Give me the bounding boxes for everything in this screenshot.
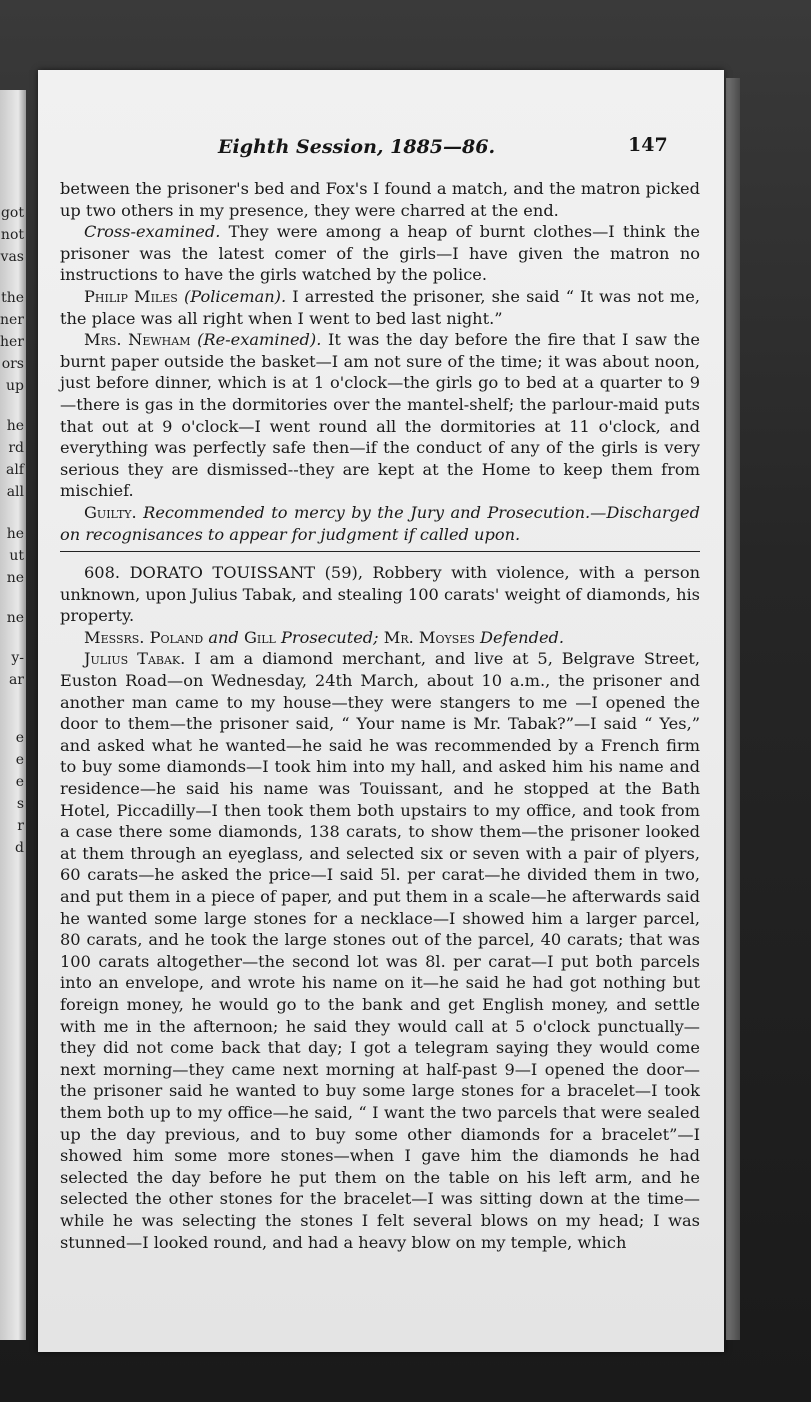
facing-page-fragment: e: [15, 752, 24, 768]
facing-page-fragment: he: [6, 526, 24, 542]
facing-page-fragment: y-: [11, 650, 24, 666]
role-re-examined: (Re-examined).: [197, 330, 322, 350]
facing-page-fragment: her: [0, 334, 24, 350]
facing-page-fragment: ar: [8, 672, 24, 688]
julius-tabak-text: I am a diamond merchant, and live at 5, Belgrave Street, Euston Road—on Wednesday, 24th March, about 10 a.m., the prisoner and another man came to my house—they were stangers to me —I opened the door to them—the prisoner said, “ Your name is Mr. Tabak?”—I said “ Yes,” and asked what he wanted—he said he was recommended by a French firm to buy some diamonds—I took him into my hall, and asked him his name and residence—he said his name was Touissant, and he stopped at the Bath Hotel, Piccadilly—I then took them both upstairs to my office, and took from a case there some diamonds, 138 carats, to show them—the prisoner looked at them through an eyeglass, and selected six or seven with a pair of plyers, 60 carats—he asked the price—I said 5l. per carat—he divided them in two, and put them in a piece of paper, and put them in a scale—he afterwards said he wanted some large stones for a necklace—I showed him a larger parcel, 80 carats, and he took the large stones out of the parcel, 40 carats; that was 100 carats altogether—the second lot was 8l. per carat—I put both parcels into an envelope, and wrote his name on it—he said he had got nothing but foreign money, he would go to the bank and get English money, and settle with me in the afternoon; he said they would call at 5 o'clock punctually—they did not come back that day; I got a telegram saying they would come next morning—they came next morning at half-past 9—I opened the door—the prisoner said he wanted to buy some large stones for a bracelet—I took them both up to my office—he said, “ I want the two parcels that were sealed up the day previous, and to buy some other diamonds for a bracelet”—I showed him some more stones—when I gave him the diamonds he had selected the day before he put them on the table on his left arm, and he selected the other stones for the bracelet—I was sitting down at the time—while he was selecting the stones I felt several blows on my head; I was stunned—I looked round, and had a heavy blow on my temple, which: [60, 649, 700, 1252]
facing-page-fragment: s: [16, 796, 24, 812]
facing-page-fragment: all: [6, 484, 24, 500]
paragraph-philip-miles: [60, 286, 700, 329]
facing-page-fragment: up: [6, 378, 24, 394]
body-text: [60, 178, 700, 1253]
role-policeman: (Policeman).: [183, 286, 287, 306]
cross-examined-label: Cross-examined.: [84, 222, 221, 242]
case-heading: 608. DORATO TOUISSANT: [84, 563, 316, 583]
mrs-newham-text: It was the day before the fire that I saw the burnt paper outside the basket—I am not sure of the time; it was about noon, just before dinner, which is at 1 o'clock—the girls go to bed at a quarter to 9—there is gas in the dormitories over the mantel-shelf; the parlour-maid puts that out at 9 o'clock—I went round all the dormitories at 11 o'clock, and everything was perfectly safe then—if the conduct of any of the girls is very serious they are dismissed--they are kept at the Home to keep them from mischief.: [60, 330, 700, 501]
page-number: 147: [628, 134, 668, 156]
page-header: [38, 136, 724, 166]
case-description: (59), Robbery with violence, with a person unknown, upon Julius Tabak, and stealing 100 carats' weight of diamonds, his property.: [60, 563, 701, 626]
facing-page-fragment: ut: [9, 548, 24, 564]
paragraph-verdict: [60, 502, 700, 545]
facing-page-fragment: the: [1, 290, 24, 306]
section-divider: [60, 551, 700, 552]
counsel-prosecuted: Prosecuted;: [275, 627, 384, 647]
counsel-gill: Gill: [243, 627, 276, 647]
facing-page-edge: [0, 90, 26, 1340]
facing-page-fragment: ne: [6, 570, 24, 586]
facing-page-fragment: e: [15, 730, 24, 746]
facing-page-fragment: not: [0, 227, 24, 243]
facing-page-fragment: he: [6, 418, 24, 434]
facing-page-fragment: ors: [1, 356, 24, 372]
cross-examined-text: They were among a heap of burnt clothes—I think the prisoner was the latest comer of the girls—I have given the matron no instructions to have the girls watched by the police.: [60, 222, 700, 285]
facing-page-fragment: alf: [5, 462, 24, 478]
running-head: Eighth Session, 1885—86.: [218, 136, 496, 158]
facing-page-fragment: vas: [0, 249, 24, 265]
counsel-defended: Defended.: [474, 627, 565, 647]
facing-page-fragment: rd: [8, 440, 24, 456]
facing-page-fragment: d: [15, 840, 24, 856]
verdict-text: Recommended to mercy by the Jury and Prosecution.—Discharged on recognisances to appear for judgment if called upon.: [60, 502, 700, 544]
witness-mrs-newham: Mrs. Newham: [84, 330, 191, 350]
facing-page-fragment: got: [0, 205, 24, 221]
paragraph-1: between the prisoner's bed and Fox's I found a match, and the matron picked up two others in my presence, they were charred at the end.: [60, 179, 700, 220]
counsel-prosecution: Messrs. Poland: [84, 627, 204, 647]
witness-julius-tabak: Julius Tabak.: [84, 649, 186, 669]
paragraph-counsel: [60, 627, 700, 649]
counsel-and: and: [203, 627, 244, 647]
verdict-label: Guilty.: [84, 502, 137, 522]
facing-page-fragment: ner: [0, 312, 24, 328]
paragraph-julius-tabak: [60, 648, 700, 1253]
counsel-defence: Mr. Moyses: [383, 627, 475, 647]
paragraph-cross-examined: [60, 221, 700, 286]
facing-page-fragment: r: [17, 818, 24, 834]
paragraph-case-608: [60, 562, 700, 627]
document-page: [38, 70, 724, 1352]
witness-philip-miles: Philip Miles: [84, 286, 178, 306]
book-edge: [726, 78, 740, 1340]
facing-page-fragment: e: [15, 774, 24, 790]
philip-miles-text: I arrested the prisoner, she said “ It was not me, the place was all right when I went to bed last night.”: [60, 286, 700, 328]
facing-page-fragment: ne: [6, 610, 24, 626]
paragraph-mrs-newham: [60, 329, 700, 502]
